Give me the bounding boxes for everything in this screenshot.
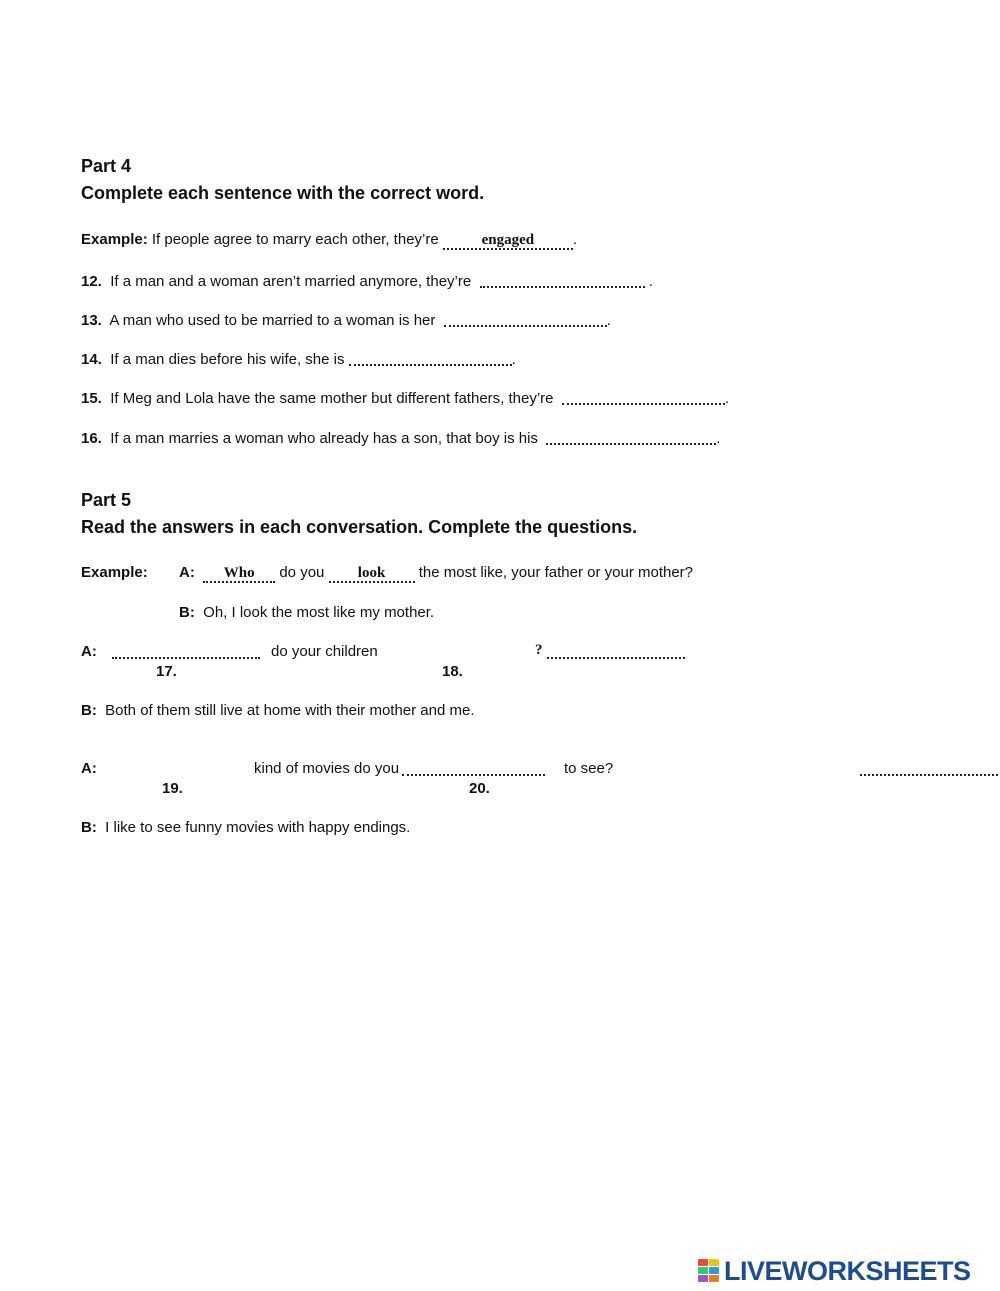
answer-input-16[interactable] [546, 429, 716, 445]
question-end: . [606, 312, 611, 329]
question-end: . [648, 273, 653, 290]
speaker-a-label: A: [179, 564, 195, 581]
question-end: . [716, 430, 721, 447]
question-text: If a man dies before his wife, she is [110, 351, 345, 368]
answer-input-15[interactable] [562, 389, 725, 405]
example-b-text: Oh, I look the most like my mother. [203, 604, 435, 621]
conversation-2-b [81, 819, 410, 836]
answer-input-17[interactable] [112, 643, 260, 659]
question-number: 13. [81, 312, 102, 329]
example-answer-2: look [329, 565, 415, 583]
question-15 [81, 387, 729, 407]
label-17: 17. [156, 663, 177, 680]
answer-input-20[interactable] [860, 760, 1000, 776]
question-number: 15. [81, 390, 102, 407]
speaker-a-label: A: [81, 643, 97, 660]
speaker-b-label: B: [179, 604, 195, 621]
question-text: A man who used to be married to a woman is her [109, 312, 436, 329]
part5-example-label: Example: [81, 564, 148, 581]
part4-title: Part 4 [81, 156, 132, 176]
example-end: . [572, 231, 578, 248]
part4-example [81, 231, 577, 250]
conversation-2-mid: kind of movies do you [254, 760, 400, 777]
question-number: 12. [81, 273, 102, 290]
answer-input-19[interactable] [402, 760, 545, 776]
conversation-1-mid: do your children [271, 643, 378, 660]
speaker-a-label: A: [81, 760, 97, 777]
conversation-2-end: to see? [564, 760, 614, 777]
answer-input-18[interactable] [547, 643, 685, 659]
question-text: If a man and a woman aren’t married anymore, they’re [110, 273, 472, 290]
conversation-1-b [81, 702, 475, 719]
example-mid: do you [279, 564, 325, 581]
question-number: 14. [81, 351, 102, 368]
question-text: If a man marries a woman who already has a son, that boy is his [110, 430, 538, 447]
question-end: . [724, 390, 730, 407]
conversation-1-b-text: Both of them still live at home with their mother and me. [105, 702, 475, 719]
logo-text: LIVEWORKSHEETS [724, 1255, 971, 1286]
example-answer: engaged [443, 232, 573, 250]
example-end: the most like, your father or your mother? [418, 564, 694, 581]
question-16 [81, 427, 720, 447]
answer-input-13[interactable] [444, 311, 607, 327]
question-number: 16. [81, 430, 102, 447]
example-text: If people agree to marry each other, they’re [151, 231, 439, 248]
liveworksheets-logo-icon [698, 1259, 720, 1283]
part5-example-b [179, 604, 434, 621]
liveworksheets-logo [698, 1256, 971, 1286]
part4-instruction: Complete each sentence with the correct word. [81, 183, 485, 203]
part5-instruction: Read the answers in each conversation. Complete the questions. [81, 517, 638, 537]
question-text: If Meg and Lola have the same mother but different fathers, they’re [110, 390, 554, 407]
question-end: . [511, 351, 516, 368]
example-answer-1: Who [203, 565, 275, 583]
label-19: 19. [162, 780, 183, 797]
speaker-b-label: B: [81, 819, 97, 836]
label-20: 20. [469, 780, 490, 797]
answer-input-14[interactable] [349, 350, 512, 366]
question-14 [81, 348, 516, 368]
example-label: Example: [81, 231, 148, 248]
answer-input-12[interactable] [480, 272, 645, 288]
label-18: 18. [442, 663, 463, 680]
conversation-1-a [81, 643, 97, 660]
conversation-2-a [81, 760, 97, 777]
part5-title: Part 5 [81, 490, 132, 510]
conversation-2-b-text: I like to see funny movies with happy endings. [105, 819, 411, 836]
speaker-b-label: B: [81, 702, 97, 719]
question-mark: ? [535, 642, 543, 658]
question-12 [81, 270, 653, 290]
part5-example-a [179, 564, 693, 583]
question-13 [81, 309, 611, 329]
